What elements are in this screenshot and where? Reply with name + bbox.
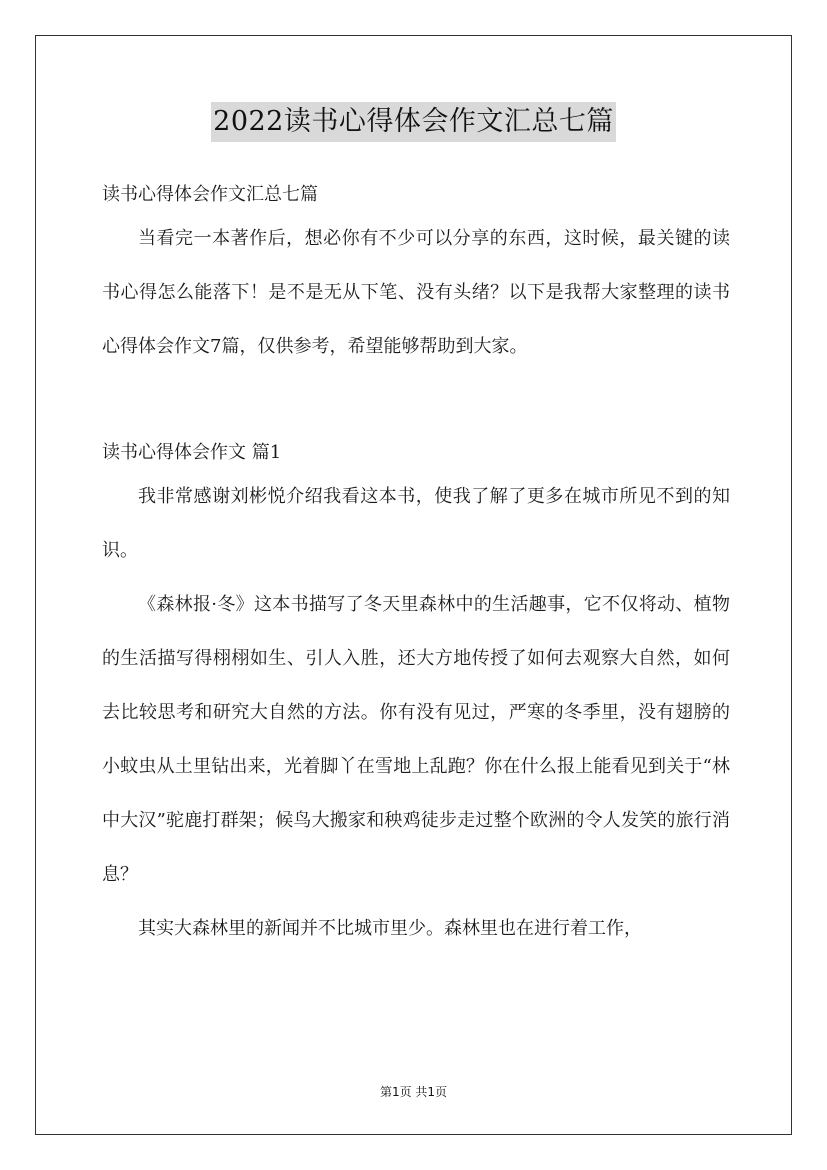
document-body xyxy=(102,178,730,956)
paragraph: 我非常感谢刘彬悦介绍我看这本书，使我了解了更多在城市所见不到的知识。 xyxy=(102,486,730,561)
paragraph: 其实大森林里的新闻并不比城市里少。森林里也在进行着工作， xyxy=(138,918,642,939)
document-title: 2022读书心得体会作文汇总七篇 xyxy=(211,102,616,142)
title-container xyxy=(0,102,827,142)
intro-paragraph: 当看完一本著作后，想必你有不少可以分享的东西，这时候，最关键的读书心得怎么能落下！是不是无从下笔、没有头绪？以下是我帮大家整理的读书心得体会作文7篇，仅供参考，希望能够帮助到大家。 xyxy=(102,228,730,357)
intro-heading: 读书心得体会作文汇总七篇 xyxy=(102,184,318,205)
section-heading: 读书心得体会作文 篇1 xyxy=(102,442,282,463)
paragraph: 《森林报·冬》这本书描写了冬天里森林中的生活趣事，它不仅将动、植物的生活描写得栩栩如生、引人入胜，还大方地传授了如何去观察大自然，如何去比较思考和研究大自然的方法。你有没有见过，严寒的冬季里，没有翅膀的小蚊虫从土里钻出来，光着脚丫在雪地上乱跑？你在什么报上能看见到关于“林中大汉”驼鹿打群架；候鸟大搬家和秧鸡徒步走过整个欧洲的令人发笑的旅行消息？ xyxy=(102,594,730,885)
page-footer: 第1页 共1页 xyxy=(379,1085,448,1099)
